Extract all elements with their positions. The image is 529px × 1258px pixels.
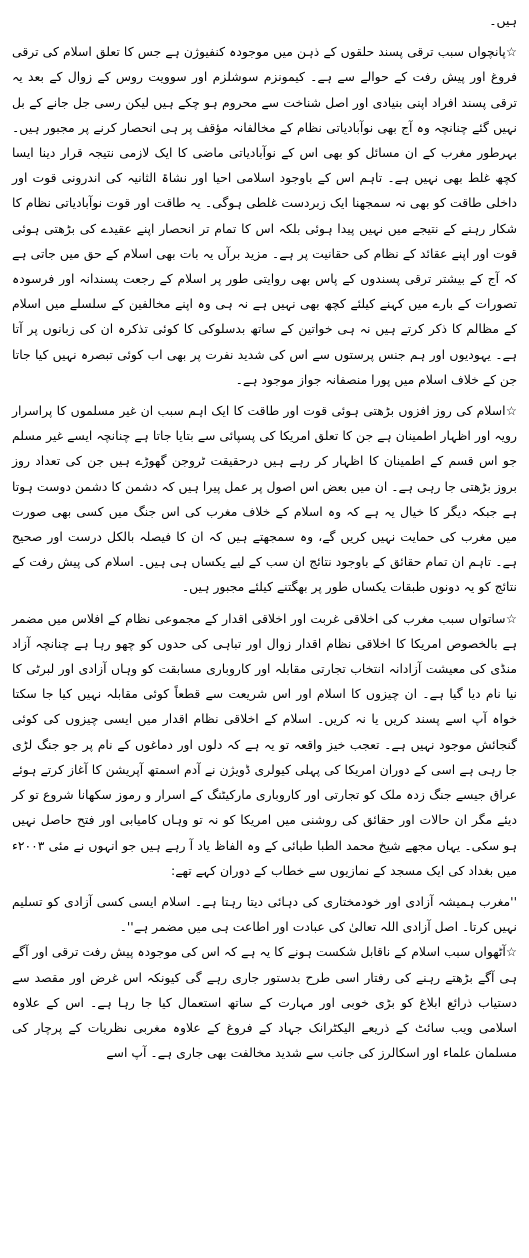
paragraph-intro-fragment: ہیں۔ — [489, 13, 517, 28]
paragraph-sixth-reason: ☆اسلام کی روز افزوں بڑھتی ہوئی قوت اور طاقت کا ایک اہم سبب ان غیر مسلموں کا پراسرار رویہ اور اظہار اطمینان ہے جن کا تعلق امریکا کی پسپائی سے بتایا جاتا ہے چنانچہ ایسے غیر مسلم جو اس قسم کے اطمینان کا اظہار کر رہے ہیں درحقیقت ٹروجن گھوڑے ہیں جن کی تعداد روز بروز بڑھتی جا رہی ہے۔ ان میں بعض اس اصول پر عمل پیرا ہیں کہ دشمن کا دشمن دوست ہوتا ہے جبکہ دیگر کا خیال یہ ہے کہ وہ اسلام کے خلاف مغرب کی اس جنگ میں کسی بھی صورت میں مغرب کی حمایت نہیں کریں گے، وہ سمجھتے ہیں کہ ان کا فیصلہ بالکل درست اور صحیح ہے۔ تاہم ان تمام حقائق کے باوجود نتائج ان سب کے لیے یکساں ہی ہیں۔ اسلام کی پیش رفت کے نتائج کو یہ دونوں طبقات یکساں طور پر بھگتنے کیلئے مجبور ہیں۔ — [12, 403, 517, 595]
quotation: ''مغرب ہمیشہ آزادی اور خودمختاری کی دہائی دیتا رہتا ہے۔ اسلام ایسی کسی آزادی کو تسلیم نہیں کرتا۔ اصل آزادی اللہ تعالیٰ کی عبادت اور اطاعت ہی میں مضمر ہے''۔ — [12, 893, 517, 935]
paragraph-seventh-reason: ☆ساتواں سبب مغرب کی اخلاقی غربت اور اخلاقی اقدار کے مجموعی نظام کے افلاس میں مضمر ہے بالخصوص امریکا کا اخلاقی نظام اقدار زوال اور تباہی کی حدوں کو چھو رہا ہے چنانچہ آزاد منڈی کی معیشت آزادانہ انتخاب تجارتی مقابلہ اور کاروباری مسابقت کو وہاں آزادی اور لبرٹی کا نیا نام دیا گیا ہے۔ ان چیزوں کا اسلام اور اس شریعت سے قطعاً کوئی مقابلہ نہیں کیا جا سکتا خواہ آپ اسے پسند کریں یا نہ کریں۔ اسلام کے اخلاقی نظام اقدار میں ایسی چیزوں کی کوئی گنجائش موجود نہیں ہے۔ تعجب خیز واقعہ تو یہ ہے کہ دلوں اور دماغوں کے نام پر جو جنگ لڑی جا رہی ہے اسی کے دوران امریکا کی پہلی کیولری ڈویژن نے آدم اسمتھ آپریشن کا آغاز کرتے ہوئے عراق جیسے جنگ زدہ ملک کو تجارتی اور کاروباری مارکیٹنگ کے اسرار و رموز سکھانا شروع تو کر دیئے مگر ان حالات اور حقائق کی روشنی میں امریکا کو نہ تو وہاں کامیابی اور فتح حاصل نہیں ہو سکی۔ یہاں مجھے شیخ محمد الطبا طبائی کے وہ الفاظ یاد آ رہے ہیں جو انہوں نے مئی ۲۰۰۳ء میں بغداد کی ایک مسجد کے نمازیوں سے خطاب کے دوران کہے تھے: — [12, 610, 517, 878]
paragraph-eighth-reason: ☆آٹھواں سبب اسلام کے ناقابل شکست ہونے کا یہ ہے کہ اس کی موجودہ پیش رفت ترقی اور آگے ہی آگے بڑھتے رہنے کی رفتار اسی طرح بدستور جاری رہے گی کیونکہ اس غرض اور مقصد سے دستیاب ذرائع ابلاغ کو بڑی خوبی اور مہارت کے ساتھ استعمال کیا جا رہا ہے۔ اس کے علاوہ اسلامی ویب سائٹ کے ذریعے الیکٹرانک جہاد کے فروغ کے علاوہ مغربی نظریات کے پرچار کی مسلمان علماء اور اسکالرز کی جانب سے شدید مخالفت بھی جاری ہے۔ آپ اسے — [12, 944, 517, 1061]
paragraph-fifth-reason: ☆پانچواں سبب ترقی پسند حلقوں کے ذہن میں موجودہ کنفیوژن ہے جس کا تعلق اسلام کی ترقی فروغ اور پیش رفت کے حوالے سے ہے۔ کیمونزم سوشلزم اور سوویت روس کے زوال کے بعد یہ ترقی پسند افراد اپنی بنیادی اور اصل شناخت سے محروم ہو چکے ہیں لیکن رسی جل جانے کے بل نہیں گئے چنانچہ وہ آج بھی نوآبادیاتی نظام کے مخالفانہ مؤقف پر ہی انحصار کرنے پر مجبور ہیں۔ بہرطور مغرب کے ان مسائل کو بھی اس کے نوآبادیاتی ماضی کا ایک لازمی نتیجہ قرار دینا ایسا کچھ غلط بھی نہیں ہے۔ تاہم اس کے باوجود اسلامی احیا اور نشاۃ الثانیہ کی اندرونی قوت اور داخلی طاقت کو بھی نہ سمجھنا ایک زبردست غلطی ہوگی۔ یہ طاقت اور قوت نوآبادیاتی نظام کا شکار رہنے کے نتیجے میں نہیں پیدا ہوئی بلکہ اس کا تمام تر انحصار اپنے عقیدے کی بڑھتی ہوئی قوت اور اپنے عقائد کے نظام کی حقانیت پر ہے۔ مزید برآں یہ بات بھی اسلام کے حق میں جاتی ہے کہ آج کے بیشتر ترقی پسندوں کے پاس بھی روایتی طور پر اسلام کے رجعت پسندانہ اور فرسودہ تصورات کے بارے میں کہنے کیلئے کچھ بھی نہیں ہے نہ ہی وہ اپنے مخالفین کے سلسلے میں اسلام کے مظالم کا ذکر کرتے ہیں نہ ہی خواتین کے ساتھ بدسلوکی کا کوئی تذکرہ ان کی زبانوں پر آتا ہے۔ یہودیوں اور ہم جنس پرستوں سے اس کی شدید نفرت پر بھی اب کوئی تبصرہ نہیں کیا جاتا جن کے خلاف اسلام میں پورا منصفانہ جواز موجود ہے۔ — [12, 44, 517, 387]
